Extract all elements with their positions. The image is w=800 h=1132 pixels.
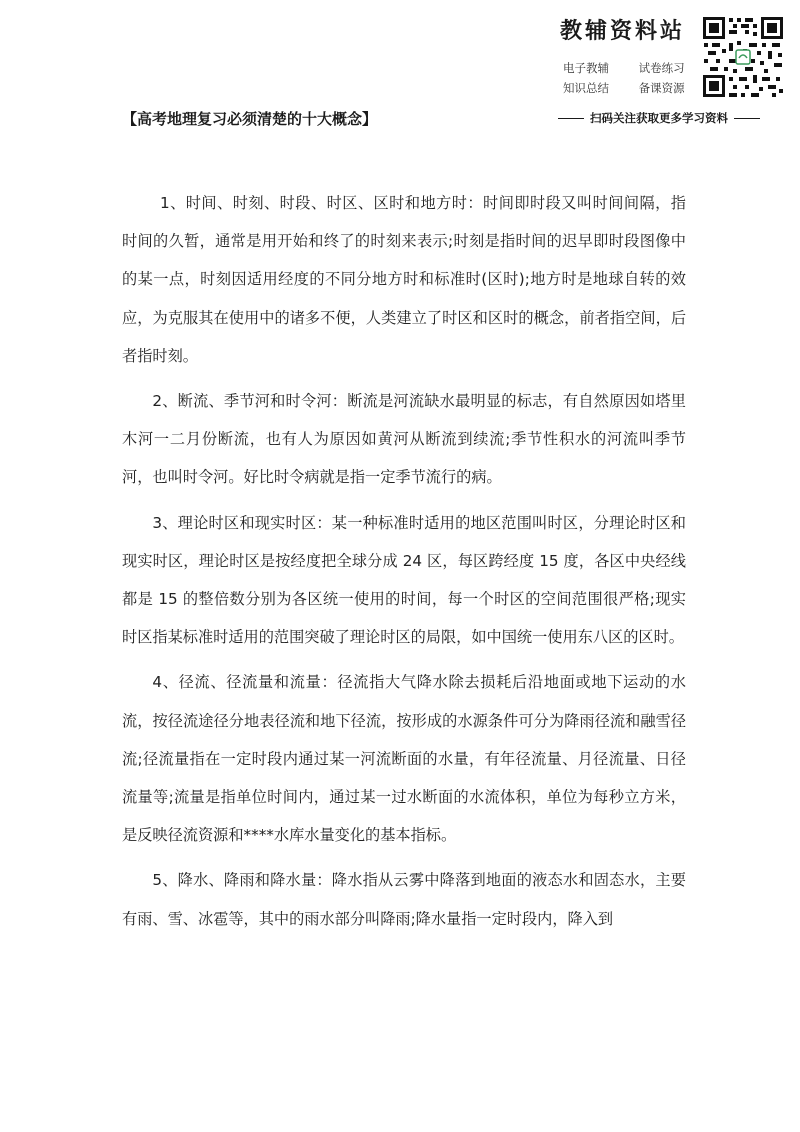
qr-code-icon[interactable] — [702, 16, 784, 98]
paragraph: 4、径流、径流量和流量：径流指大气降水除去损耗后沿地面或地下运动的水流，按径流途径分地表径流和地下径流，按形成的水源条件可分为降雨径流和融雪径流;径流量指在一定时段内通过某一河流断面的水量，有年径流量、月径流量、日径流量等;流量是指单位时间内，通过某一过水断面的水流体积，单位为每秒立方米，是反映径流资源和****水库水量变化的基本指标。 — [122, 673, 686, 845]
brand-title: 教辅资料站 — [560, 19, 686, 44]
paragraph: 2、断流、季节河和时令河：断流是河流缺水最明显的标志，有自然原因如塔里木河一二月份断流，也有人为原因如黄河从断流到续流;季节性积水的河流叫季节河，也叫时令河。好比时令病就是指一定季节流行的病。 — [122, 392, 686, 487]
tag-item: 备课资源 — [638, 81, 685, 95]
slogan-text: 扫码关注获取更多学习资料 — [590, 111, 728, 125]
brand-tags — [563, 58, 711, 98]
paragraph: 1、时间、时刻、时段、时区、区时和地方时：时间即时段又叫时间间隔，指时间的久暂，通常是用开始和终了的时刻来表示;时刻是指时间的迟早即时段图像中的某一点，时刻因适用经度的不同分地方时和标准时(区时);地方时是地球自转的效应，为克服其在使用中的诸多不便，人类建立了时区和区时的概念，前者指空间，后者指时刻。 — [122, 194, 686, 365]
tag-item: 知识总结 — [563, 81, 609, 95]
paragraph: 3、理论时区和现实时区：某一种标准时适用的地区范围叫时区，分理论时区和现实时区，理论时区是按经度把全球分成 24 区，每区跨经度 15 度，各区中央经线都是 15 的整倍数分别为各区统一使用的时间，每一个时区的空间范围很严格;现实时区指某标准时适用的范围突破了理论时区的局限，如中国统一使用东八区的区时。 — [122, 513, 686, 647]
tag-item: 试卷练习 — [638, 61, 685, 75]
divider — [558, 118, 584, 119]
divider — [734, 118, 760, 119]
document-title: 【高考地理复习必须清楚的十大概念】 — [122, 110, 378, 128]
tag-item: 电子教辅 — [563, 61, 609, 75]
qr-slogan — [558, 110, 760, 126]
paragraph: 5、降水、降雨和降水量：降水指从云雾中降落到地面的液态水和固态水，主要有雨、雪、冰雹等，其中的雨水部分叫降雨;降水量指一定时段内，降入到 — [122, 871, 686, 928]
document-body — [122, 184, 686, 945]
